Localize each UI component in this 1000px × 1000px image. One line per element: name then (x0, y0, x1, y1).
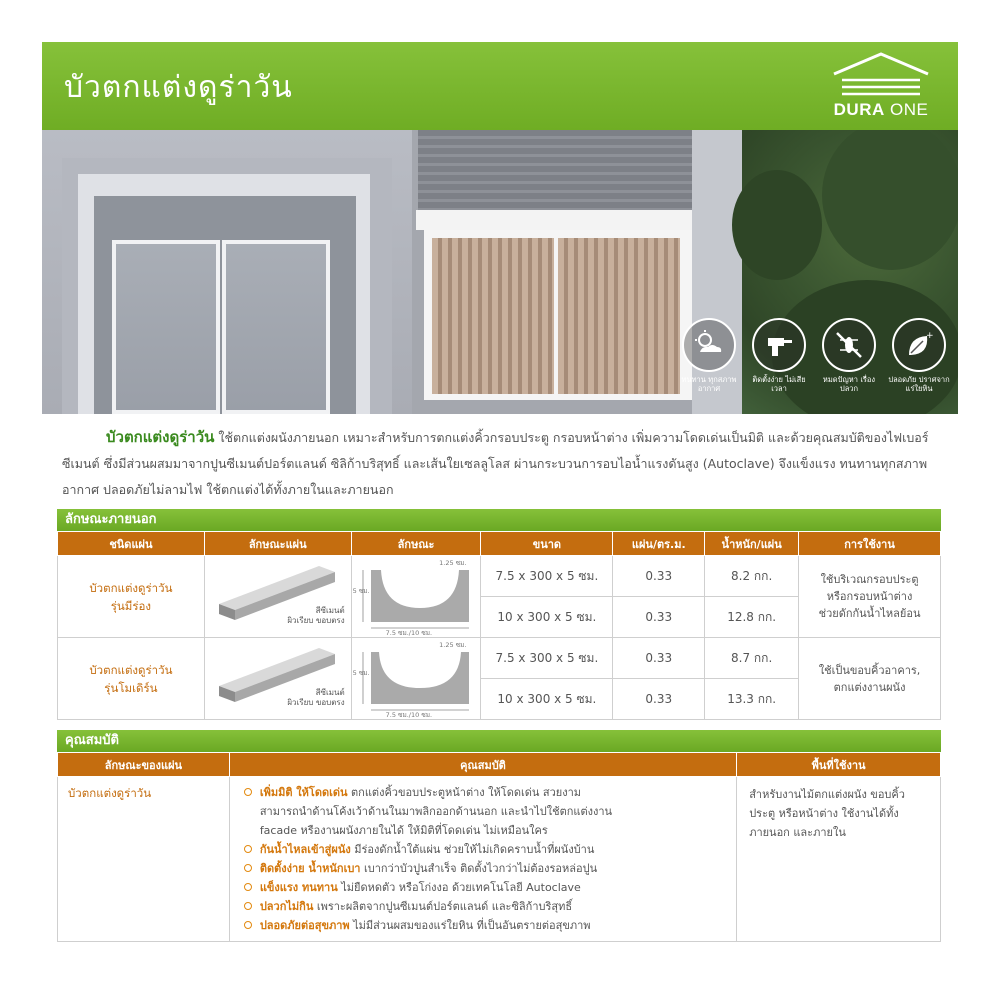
properties-cell (229, 777, 736, 942)
properties-list (230, 777, 736, 941)
col-header: น้ำหนัก/แผ่น (705, 532, 799, 556)
size-cell: 10 x 300 x 5 ซม. (481, 679, 613, 720)
list-item: เพิ่มมิติ ให้โดดเด่น ตกแต่งคิ้วขอบประตูหน้าต่าง ให้โดดเด่น สวยงาม สามารถนำด้านโค้งเว้าด้านในมาพลิกออกด้านนอก และนำไปใช้ตกแต่งงาน facade หรืองานผนังภายในได้ ให้มิติที่โดดเด่น ไม่เหมือนใคร (244, 783, 726, 840)
hero-image (42, 130, 958, 414)
list-item: ติดตั้งง่าย น้ำหนักเบา เบากว่าบัวปูนสำเร็จ ติดตั้งไวกว่าไม่ต้องรอหล่อปูน (244, 859, 726, 878)
list-item: ปลวกไม่กิน เพราะผลิตจากปูนซีเมนต์ปอร์ตแลนด์ และซิลิก้าบริสุทธิ์ (244, 897, 726, 916)
logo-wordmark: DURA ONE (833, 100, 929, 119)
usage-area: สำหรับงานไม้ตกแต่งผนัง ขอบคิ้วประตู หรือหน้าต่าง ใช้งานได้ทั้งภายนอก และภายใน (737, 777, 941, 942)
product-type: บัวตกแต่งดูร่าวัน รุ่นโมเดิร์น (58, 638, 205, 720)
size-cell: 7.5 x 300 x 5 ซม. (481, 638, 613, 679)
col-header: ลักษณะแผ่น (204, 532, 351, 556)
no-termite-icon (832, 328, 866, 362)
list-item: แข็งแรง ทนทาน ไม่ยืดหดตัว หรือโก่งงอ ด้วยเทคโนโลยี Autoclave (244, 878, 726, 897)
intro-text: ใช้ตกแต่งผนังภายนอก เหมาะสำหรับการตกแต่งคิ้วกรอบประตู กรอบหน้าต่าง เพิ่มความโดดเด่นเป็นมิติ และด้วยคุณสมบัติของไฟเบอร์ซีเมนต์ ซึ่งมีส่วนผสมมาจากปูนซีเมนต์ปอร์ตแลนด์ ซิลิก้าบริสุทธิ์ และเส้นใยเซลลูโลส ผ่านกระบวนการอบไอน้ำแรงดันสูง (Autoclave) จึงแข็งแรง ทนทานทุกสภาพอากาศ ปลอดภัยไม่ลามไฟ ใช้ตกแต่งได้ทั้งภายในและภายนอก (62, 430, 929, 497)
per-sqm-cell: 0.33 (613, 638, 705, 679)
size-cell: 7.5 x 300 x 5 ซม. (481, 556, 613, 597)
size-cell: 10 x 300 x 5 ซม. (481, 597, 613, 638)
table-header-row (58, 753, 941, 777)
col-header: ชนิดแผ่น (58, 532, 205, 556)
profile-drawing: 1.25 ซม. 5 ซม. 7.5 ซม./10 ซม. (351, 638, 481, 720)
duraone-logo (818, 50, 944, 124)
intro-paragraph (62, 424, 942, 503)
badge-weather: ทนทาน ทุกสภาพอากาศ (678, 318, 740, 393)
per-sqm-cell: 0.33 (613, 679, 705, 720)
col-header: คุณสมบัติ (229, 753, 736, 777)
intro-lead: บัวตกแต่งดูร่าวัน (106, 428, 215, 446)
col-header: ลักษณะของแผ่น (58, 753, 230, 777)
badge-install: ติดตั้งง่าย ไม่เสียเวลา (748, 318, 810, 393)
col-header: ลักษณะ (351, 532, 481, 556)
drill-icon (762, 328, 796, 362)
product-image: สีซีเมนต์ ผิวเรียบ ขอบตรง (204, 638, 351, 720)
product-type: บัวตกแต่งดูร่าวัน รุ่นมีร่อง (58, 556, 205, 638)
per-sqm-cell: 0.33 (613, 597, 705, 638)
per-sqm-cell: 0.33 (613, 556, 705, 597)
col-header: พื้นที่ใช้งาน (737, 753, 941, 777)
page-title: บัวตกแต่งดูร่าวัน (64, 70, 293, 105)
table-row (58, 638, 941, 679)
roof-logo-icon (830, 50, 932, 96)
list-item: กันน้ำไหลเข้าสู่ผนัง มีร่องดักน้ำใต้แผ่น ช่วยให้ไม่เกิดคราบน้ำที่ผนังบ้าน (244, 840, 726, 859)
appearance-table (57, 531, 941, 720)
svg-text:+: + (926, 331, 934, 341)
table-row (58, 556, 941, 597)
weight-cell: 13.3 กก. (705, 679, 799, 720)
sun-rain-icon (692, 328, 726, 362)
usage-cell: ใช้บริเวณกรอบประตู หรือกรอบหน้าต่าง ช่วยดักกันน้ำไหลย้อน (799, 556, 941, 638)
list-item: ปลอดภัยต่อสุขภาพ ไม่มีส่วนผสมของแร่ใยหิน ที่เป็นอันตรายต่อสุขภาพ (244, 916, 726, 935)
section-appearance-header: ลักษณะภายนอก (57, 509, 941, 531)
usage-cell: ใช้เป็นขอบคิ้วอาคาร, ตกแต่งงานผนัง (799, 638, 941, 720)
properties-table (57, 752, 941, 942)
badge-safe: + ปลอดภัย ปราศจากแร่ใยหิน (888, 318, 950, 393)
product-name: บัวตกแต่งดูร่าวัน (58, 777, 230, 942)
weight-cell: 12.8 กก. (705, 597, 799, 638)
feature-badges (678, 318, 958, 408)
title-banner (42, 42, 958, 130)
weight-cell: 8.2 กก. (705, 556, 799, 597)
col-header: การใช้งาน (799, 532, 941, 556)
leaf-icon (902, 328, 936, 362)
molding-image-icon (209, 640, 349, 720)
modern-profile-icon (357, 642, 477, 716)
molding-image-icon (209, 558, 349, 638)
badge-termite: หมดปัญหา เรื่องปลวก (818, 318, 880, 393)
product-image: สีซีเมนต์ ผิวเรียบ ขอบตรง (204, 556, 351, 638)
profile-drawing: 1.25 ซม. 5 ซม. 7.5 ซม./10 ซม. (351, 556, 481, 638)
table-row (58, 777, 941, 942)
section-properties-header: คุณสมบัติ (57, 730, 941, 752)
col-header: ขนาด (481, 532, 613, 556)
grooved-profile-icon (357, 560, 477, 634)
table-header-row (58, 532, 941, 556)
weight-cell: 8.7 กก. (705, 638, 799, 679)
col-header: แผ่น/ตร.ม. (613, 532, 705, 556)
